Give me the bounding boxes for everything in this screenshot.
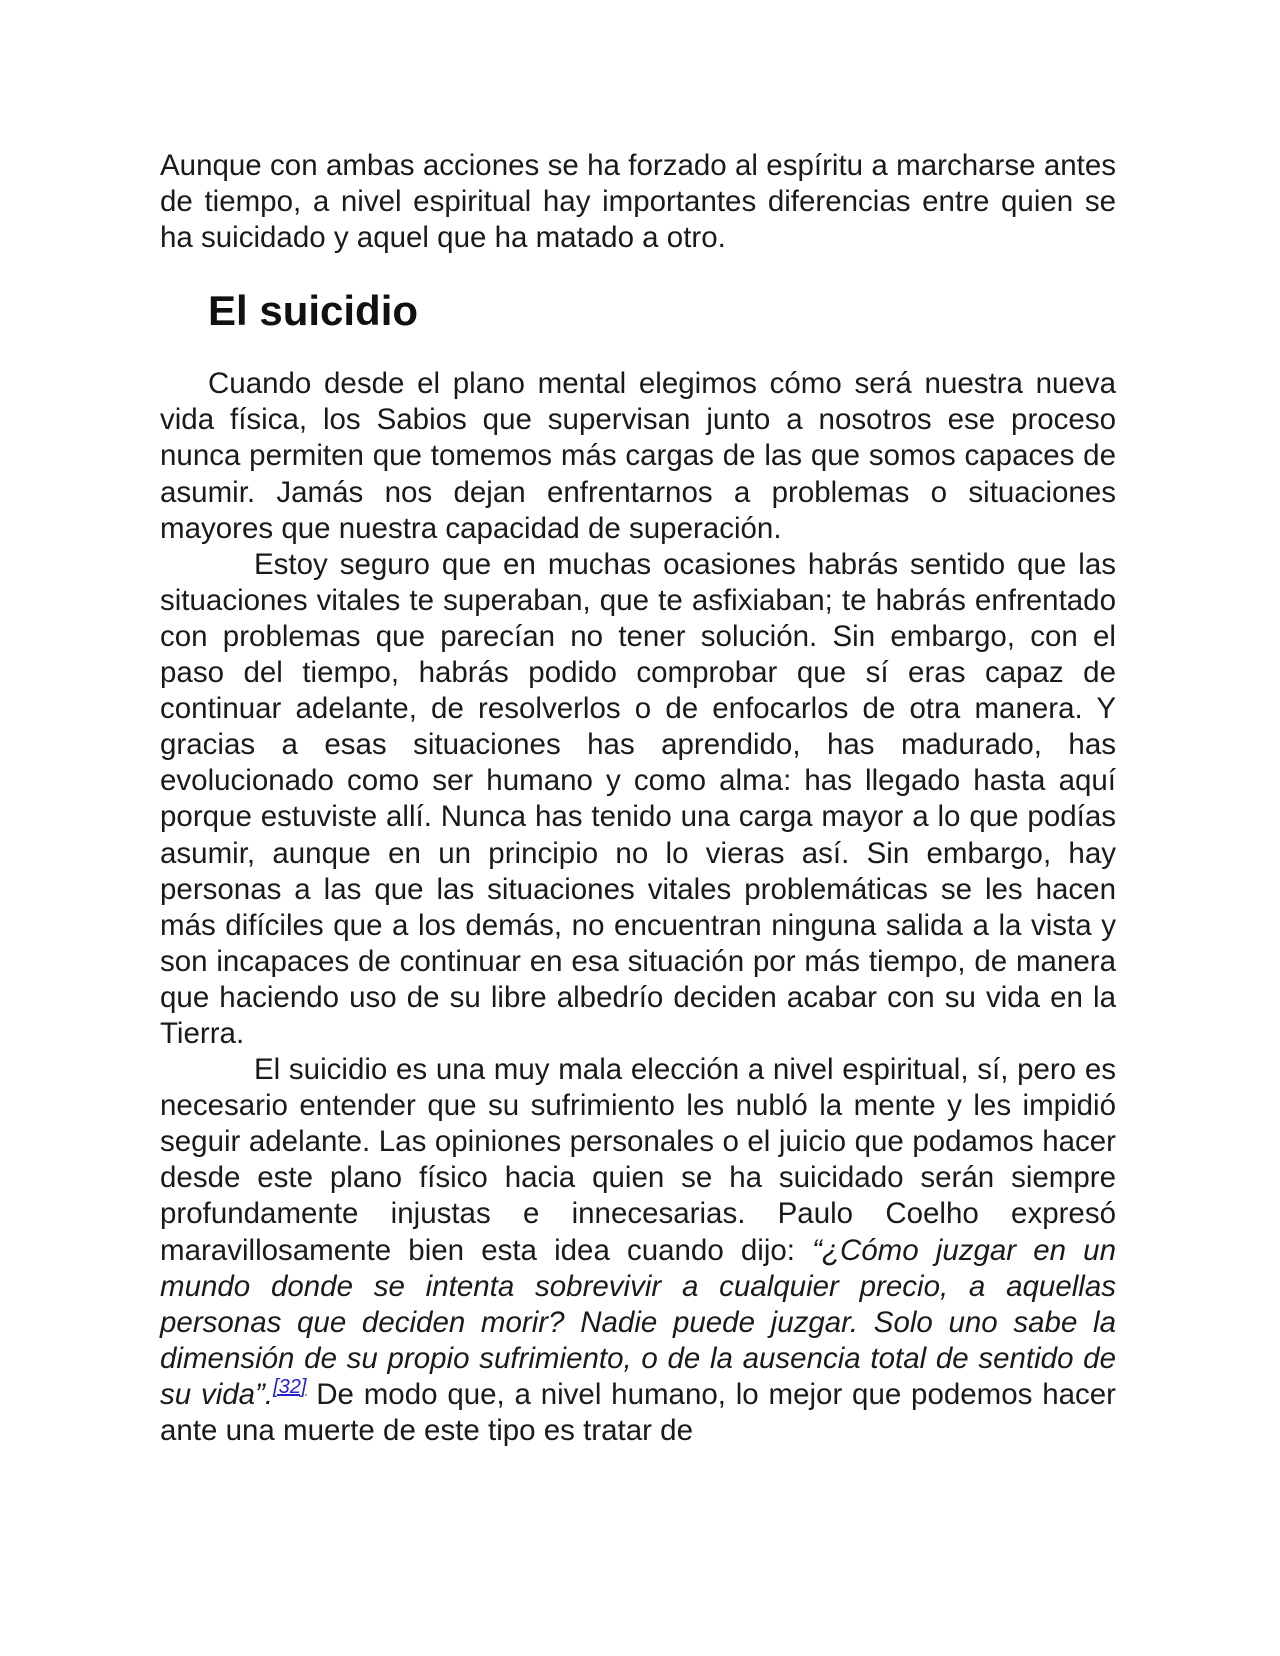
paragraph-3-text-before-quote: El suicidio es una muy mala elección a nivel espiritual, sí, pero es necesario entender que su sufrimiento les nubló la mente y les impidió seguir adelante. Las opiniones personales o el juicio que podamos hacer desde este plano físico hacia quien se ha suicidado serán siempre profundamente injustas e innecesarias. Paulo Coelho expresó maravillosamente bien esta idea cuando dijo: bbox=[160, 1053, 1116, 1267]
paragraph-1: Cuando desde el plano mental elegimos cómo será nuestra nueva vida física, los Sabios que supervisan junto a nosotros ese proceso nunca permiten que tomemos más cargas de las que somos capaces de asumir. Jamás nos dejan enfrentarnos a problemas o situaciones mayores que nuestra capacidad de superación. bbox=[160, 367, 1116, 545]
paragraph-2: Estoy seguro que en muchas ocasiones habrás sentido que las situaciones vitales te superaban, que te asfixiaban; te habrás enfrentado con problemas que parecían no tener solución. Sin embargo, con el paso del tiempo, habrás podido comprobar que sí eras capaz de continuar adelante, de resolverlos o de enfocarlos de otra manera. Y gracias a esas situaciones has aprendido, has madurado, has evolucionado como ser humano y como alma: has llegado hasta aquí porque estuviste allí. Nunca has tenido una carga mayor a lo que podías asumir, aunque en un principio no lo vieras así. Sin embargo, hay personas a las que las situaciones vitales problemáticas se les hacen más difíciles que a los demás, no encuentran ninguna salida a la vista y son incapaces de continuar en esa situación por más tiempo, de manera que haciendo uso de su libre albedrío deciden acabar con su vida en la Tierra. bbox=[160, 547, 1116, 1050]
coelho-quote: “¿Cómo juzgar en un mundo donde se intenta sobrevivir a cualquier precio, a aquellas personas que deciden morir? Nadie puede juzgar. Solo uno sabe la dimensión de su propio sufrimiento, o de la ausencia total de sentido de su vida”. bbox=[160, 1233, 1116, 1411]
footnote-link[interactable]: [32] bbox=[273, 1376, 307, 1399]
document-page bbox=[160, 148, 1116, 1449]
section-heading: El suicidio bbox=[208, 287, 419, 335]
paragraph-3 bbox=[160, 1052, 1116, 1449]
intro-paragraph: Aunque con ambas acciones se ha forzado al espíritu a marcharse antes de tiempo, a nivel espiritual hay importantes diferencias entre quien se ha suicidado y aquel que ha matado a otro. bbox=[160, 149, 1116, 255]
paragraph-3-text-after-quote: De modo que, a nivel humano, lo mejor que podemos hacer ante una muerte de este tipo es tratar de bbox=[160, 1377, 1116, 1447]
